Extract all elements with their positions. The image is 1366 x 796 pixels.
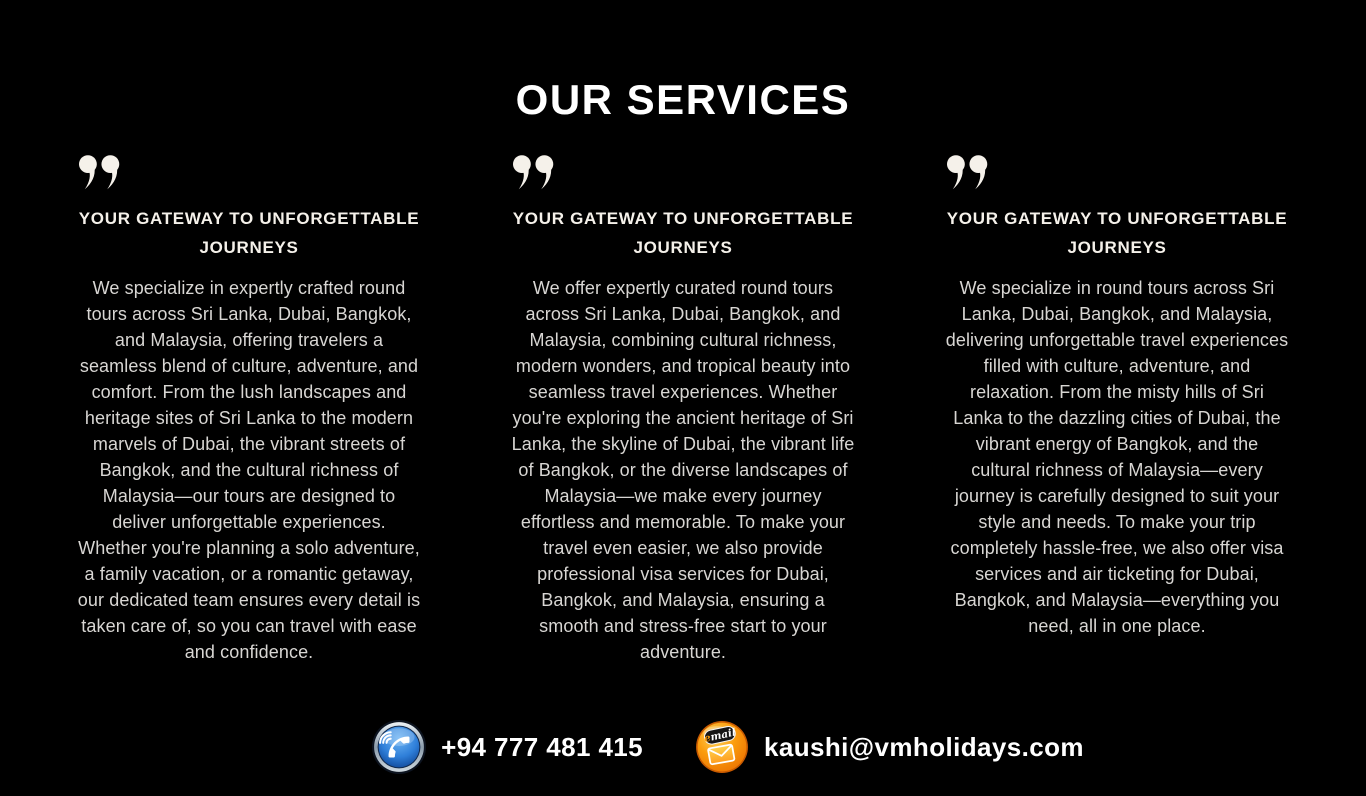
phone-number: +94 777 481 415 — [441, 731, 644, 762]
service-column-3 — [945, 154, 1289, 665]
column-heading: YOUR GATEWAY TO UNFORGETTABLE JOURNEYS — [78, 209, 420, 258]
page-title: OUR SERVICES — [515, 76, 851, 124]
services-columns — [0, 154, 1366, 665]
services-flyer-page — [0, 28, 1366, 796]
phone-icon — [372, 720, 426, 774]
quote-icon — [513, 154, 855, 192]
column-body-text: We specialize in expertly crafted round tours across Sri Lanka, Dubai, Bangkok, and Malaysia, offering travelers a seamless blend of culture, adventure, and comfort. From the lush landscapes and heritage sites of Sri Lanka to the modern marvels of Dubai, the vibrant streets of Bangkok, and the cultural richness of Malaysia—our tours are designed to deliver unforgettable experiences. Whether you're planning a solo adventure, a family vacation, or a romantic getaway, our dedicated team ensures every detail is taken care of, so you can travel with ease and confidence. — [77, 278, 421, 663]
email-contact — [695, 720, 1084, 774]
quote-icon — [79, 154, 421, 192]
service-column-2 — [511, 154, 855, 665]
quote-icon — [947, 154, 1289, 192]
column-body-text: We offer expertly curated round tours across Sri Lanka, Dubai, Bangkok, and Malaysia, combining cultural richness, modern wonders, and tropical beauty into seamless travel experiences. Whether you're exploring the ancient heritage of Sri Lanka, the skyline of Dubai, the vibrant life of Bangkok, or the diverse landscapes of Malaysia—we make every journey effortless and memorable. To make your travel even easier, we also provide professional visa services for Dubai, Bangkok, and Malaysia, ensuring a smooth and stress-free start to your adventure. — [511, 278, 855, 663]
email-icon — [695, 720, 749, 774]
service-column-1 — [77, 154, 421, 665]
phone-contact — [372, 720, 643, 774]
email-address: kaushi@vmholidays.com — [764, 731, 1084, 762]
svg-text:email: email — [702, 726, 737, 746]
column-heading: YOUR GATEWAY TO UNFORGETTABLE JOURNEYS — [512, 209, 854, 258]
column-body-text: We specialize in round tours across Sri Lanka, Dubai, Bangkok, and Malaysia, delivering unforgettable travel experiences filled with culture, adventure, and relaxation. From the misty hills of Sri Lanka to the dazzling cities of Dubai, the vibrant energy of Bangkok, and the cultural richness of Malaysia—every journey is carefully designed to suit your style and needs. To make your trip completely hassle-free, we also offer visa services and air ticketing for Dubai, Bangkok, and Malaysia—everything you need, all in one place. — [945, 278, 1289, 637]
column-heading: YOUR GATEWAY TO UNFORGETTABLE JOURNEYS — [946, 209, 1288, 258]
contact-footer — [45, 720, 1366, 774]
